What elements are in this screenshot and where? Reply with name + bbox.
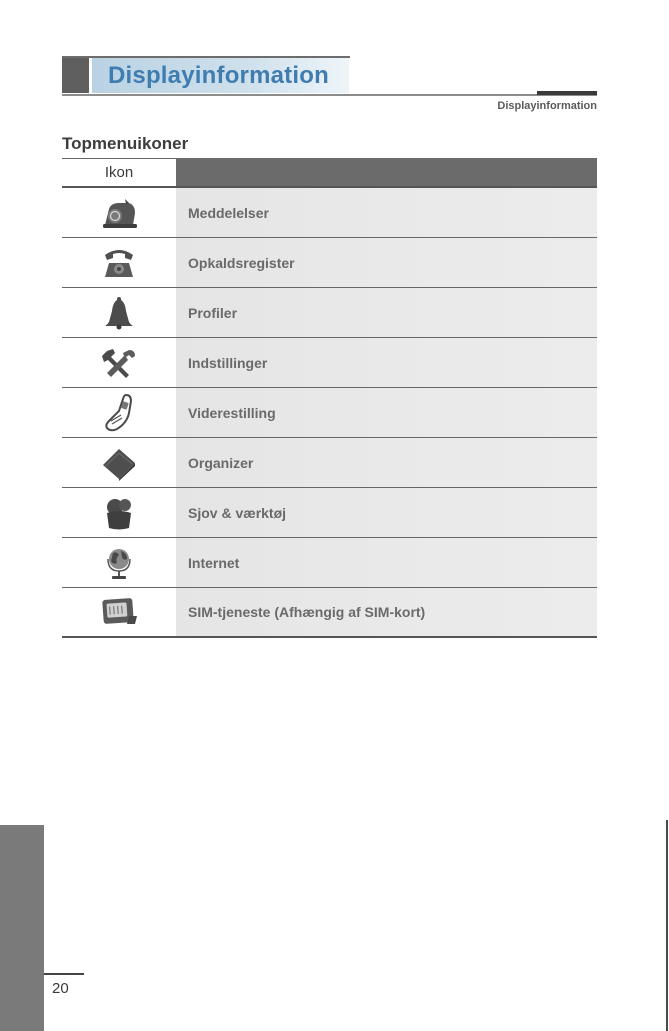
sim-card-icon [62, 588, 176, 636]
title-underline [62, 94, 597, 96]
chapter-side-tab [0, 825, 44, 1031]
row-label: Internet [176, 538, 597, 587]
table-header [62, 158, 597, 188]
telephone-icon [62, 238, 176, 287]
table-row [62, 538, 597, 588]
row-label: Opkaldsregister [176, 238, 597, 287]
table-row [62, 288, 597, 338]
title-marker-block [62, 58, 89, 93]
table-row [62, 438, 597, 488]
table-row [62, 388, 597, 438]
row-label: SIM-tjeneste (Afhængig af SIM-kort) [176, 588, 597, 636]
planner-icon [62, 438, 176, 487]
handset-icon [62, 388, 176, 437]
globe-icon [62, 538, 176, 587]
icon-table [62, 158, 597, 638]
section-heading: Topmenuikoner [62, 134, 189, 153]
table-row [62, 588, 597, 638]
tools-icon [62, 338, 176, 387]
row-label: Organizer [176, 438, 597, 487]
row-label: Indstillinger [176, 338, 597, 387]
envelope-phone-icon [62, 188, 176, 237]
row-label: Sjov & værktøj [176, 488, 597, 537]
right-edge-line [666, 820, 668, 1031]
row-label: Meddelelser [176, 188, 597, 237]
table-row [62, 238, 597, 288]
row-label: Profiler [176, 288, 597, 337]
column-header-icon: Ikon [62, 158, 176, 186]
bell-icon [62, 288, 176, 337]
page-number-rule [44, 973, 84, 975]
table-row [62, 488, 597, 538]
toolkit-icon [62, 488, 176, 537]
table-row [62, 188, 597, 238]
row-label: Viderestilling [176, 388, 597, 437]
page-title: Displayinformation [108, 62, 329, 89]
running-head: Displayinformation [497, 100, 597, 112]
column-header-description [176, 158, 597, 186]
table-row [62, 338, 597, 388]
page-number: 20 [52, 980, 69, 997]
title-underline-accent [537, 91, 597, 95]
